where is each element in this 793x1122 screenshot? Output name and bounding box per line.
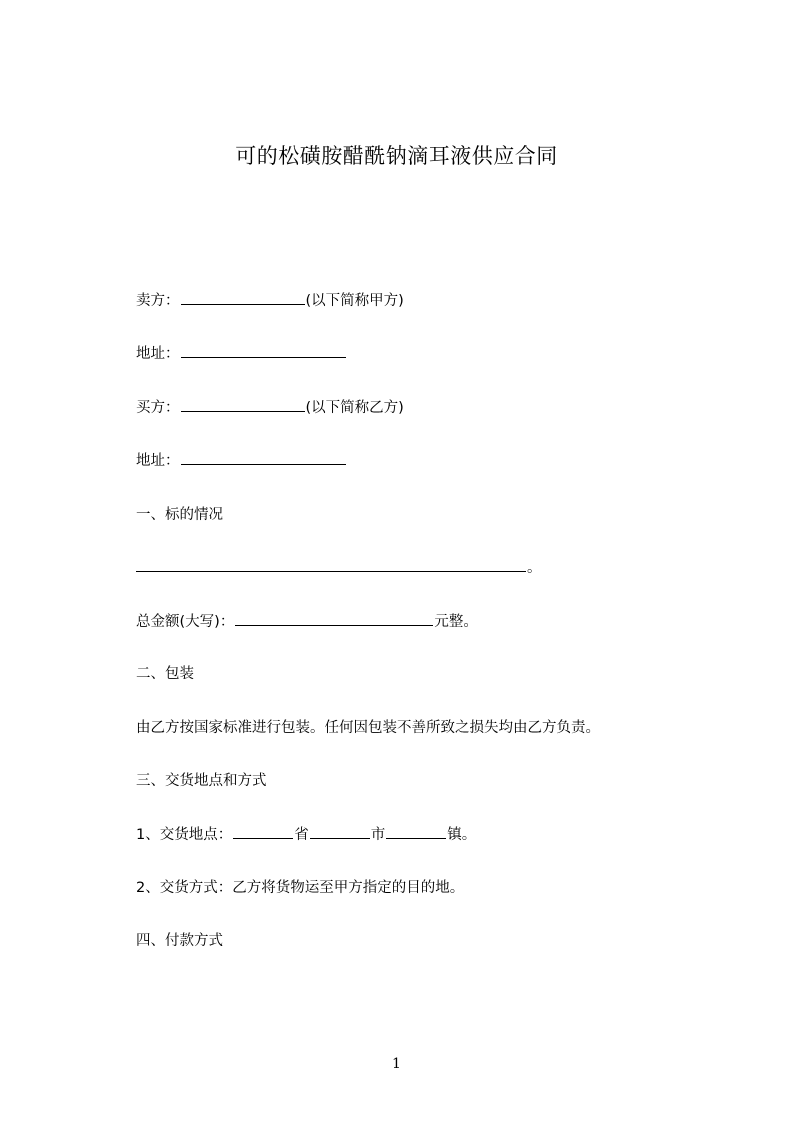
total-amount-label: 总金额(大写)： xyxy=(136,614,235,630)
total-amount-line xyxy=(136,612,478,632)
total-amount-suffix: 元整。 xyxy=(434,614,478,630)
subject-matter-blank[interactable] xyxy=(136,558,526,572)
buyer-blank[interactable] xyxy=(181,398,305,412)
section2-heading: 二、包装 xyxy=(136,666,194,682)
seller-blank[interactable] xyxy=(181,291,305,305)
buyer-line xyxy=(136,398,404,418)
city-blank[interactable] xyxy=(310,825,370,839)
seller-line xyxy=(136,291,404,311)
seller-suffix: (以下简称甲方) xyxy=(305,293,404,309)
subject-matter-period: 。 xyxy=(527,560,542,576)
subject-matter-line xyxy=(136,558,542,578)
delivery-place-label: 1、交货地点： xyxy=(136,827,233,843)
seller-label: 卖方： xyxy=(136,293,180,309)
seller-address-blank[interactable] xyxy=(181,344,346,358)
page-number: 1 xyxy=(392,1056,401,1072)
seller-address-line xyxy=(136,344,347,364)
delivery-place-line xyxy=(136,825,476,845)
town-suffix: 镇。 xyxy=(447,827,477,843)
province-blank[interactable] xyxy=(233,825,293,839)
total-amount-blank[interactable] xyxy=(235,612,433,626)
province-label: 省 xyxy=(294,827,309,843)
section3-heading: 三、交货地点和方式 xyxy=(136,773,267,789)
section4-heading: 四、付款方式 xyxy=(136,933,223,949)
city-label: 市 xyxy=(370,827,386,843)
seller-address-label: 地址： xyxy=(136,346,180,362)
buyer-label: 买方： xyxy=(136,400,180,416)
buyer-address-label: 地址： xyxy=(136,453,180,469)
buyer-address-line xyxy=(136,451,347,471)
section1-heading: 一、标的情况 xyxy=(136,507,223,523)
document-title: 可的松磺胺醋酰钠滴耳液供应合同 xyxy=(235,144,558,168)
buyer-address-blank[interactable] xyxy=(181,451,346,465)
town-blank[interactable] xyxy=(386,825,446,839)
delivery-method: 2、交货方式：乙方将货物运至甲方指定的目的地。 xyxy=(136,880,465,896)
packaging-text: 由乙方按国家标准进行包装。任何因包装不善所致之损失均由乙方负责。 xyxy=(136,720,600,736)
buyer-suffix: (以下简称乙方) xyxy=(305,400,404,416)
